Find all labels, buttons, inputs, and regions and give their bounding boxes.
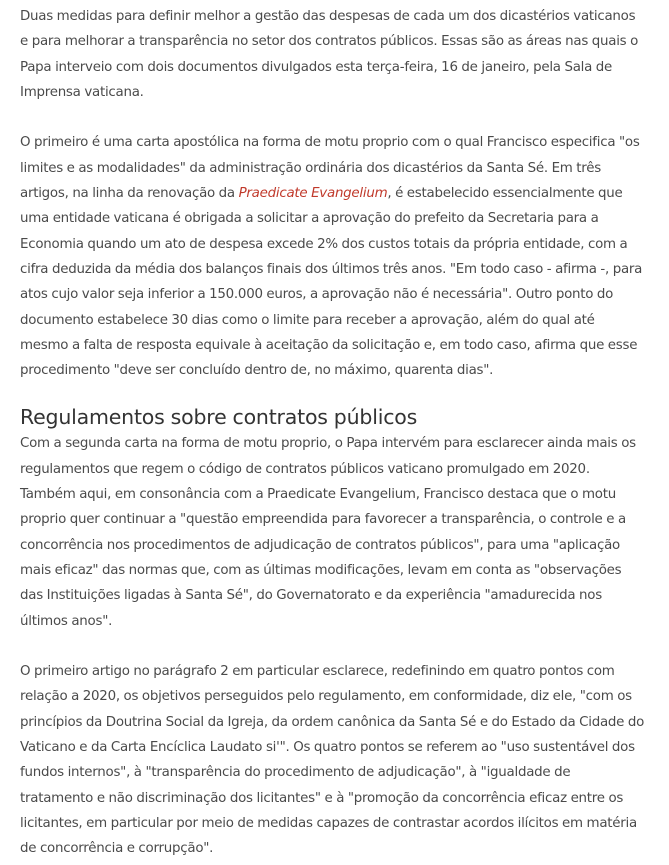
paragraph-first-article: O primeiro artigo no parágrafo 2 em particular esclarece, redefinindo em quatro pontos com relação a 2020, os objetivos perseguidos pelo regulamento, em conformidade, diz ele, "com os princípios da Doutrina Social da Igreja, da ordem canônica da Santa Sé e do Estado da Cidade do Vaticano e da Carta Encíclica Laudato si'". Os quatro pontos se referem ao "uso sustentável dos fundos internos", à "transparência do procedimento de adjudicação", à "igualdade de tratamento e não discriminação dos licitantes" e à "promoção da concorrência eficaz entre os licitantes, em particular por meio de medidas capazes de contrastar acordos ilícitos em matéria de concorrência e corrupção".: [20, 664, 645, 857]
paragraph-text-after-link: , é estabelecido essencialmente que uma entidade vaticana é obrigada a solicitar a aprovação do prefeito da Secretaria para a Economia quando um ato de despesa excede 2% dos custos totais da própria entidade, com a cifra deduzida da média dos balanços finais dos últimos três anos. "Em todo caso - afirma -, para atos cujo valor seja inferior a 150.000 euros, a aprovação não é necessária". Outro ponto do documento estabelece 30 dias como o limite para receber a aprovação, além do qual até mesmo a falta de resposta equivale à aceitação da solicitação e, em todo caso, afirma que esse procedimento "deve ser concluído dentro de, no máximo, quarenta dias".: [20, 186, 643, 379]
section-heading: Regulamentos sobre contratos públicos: [20, 405, 418, 430]
paragraph-text-before-link: O primeiro é uma carta apostólica na forma de motu proprio com o qual Francisco especifica "os limites e as modalidades" da administração ordinária dos dicastérios da Santa Sé. Em três artigos, na linha da renovação da: [20, 135, 640, 202]
article-body: [20, 4, 645, 862]
praedicate-evangelium-link[interactable]: Praedicate Evangelium: [238, 186, 388, 202]
paragraph-second-letter: Com a segunda carta na forma de motu proprio, o Papa intervém para esclarecer ainda mais os regulamentos que regem o código de contratos públicos vaticano promulgado em 2020. Também aqui, em consonância com a Praedicate Evangelium, Francisco destaca que o motu proprio quer continuar a "questão empreendida para favorecer a transparência, o controle e a concorrência nos procedimentos de adjudicação de contratos públicos", para uma "aplicação mais eficaz" das normas que, com as últimas modificações, levam em conta as "observações das Instituições ligadas à Santa Sé", do Governatorato e da experiência "amadurecida nos últimos anos".: [20, 436, 636, 629]
paragraph-intro: Duas medidas para definir melhor a gestão das despesas de cada um dos dicastérios vaticanos e para melhorar a transparência no setor dos contratos públicos. Essas são as áreas nas quais o Papa interveio com dois documentos divulgados esta terça-feira, 16 de janeiro, pela Sala de Imprensa vaticana.: [20, 9, 639, 100]
paragraph-first-letter: [20, 130, 645, 383]
